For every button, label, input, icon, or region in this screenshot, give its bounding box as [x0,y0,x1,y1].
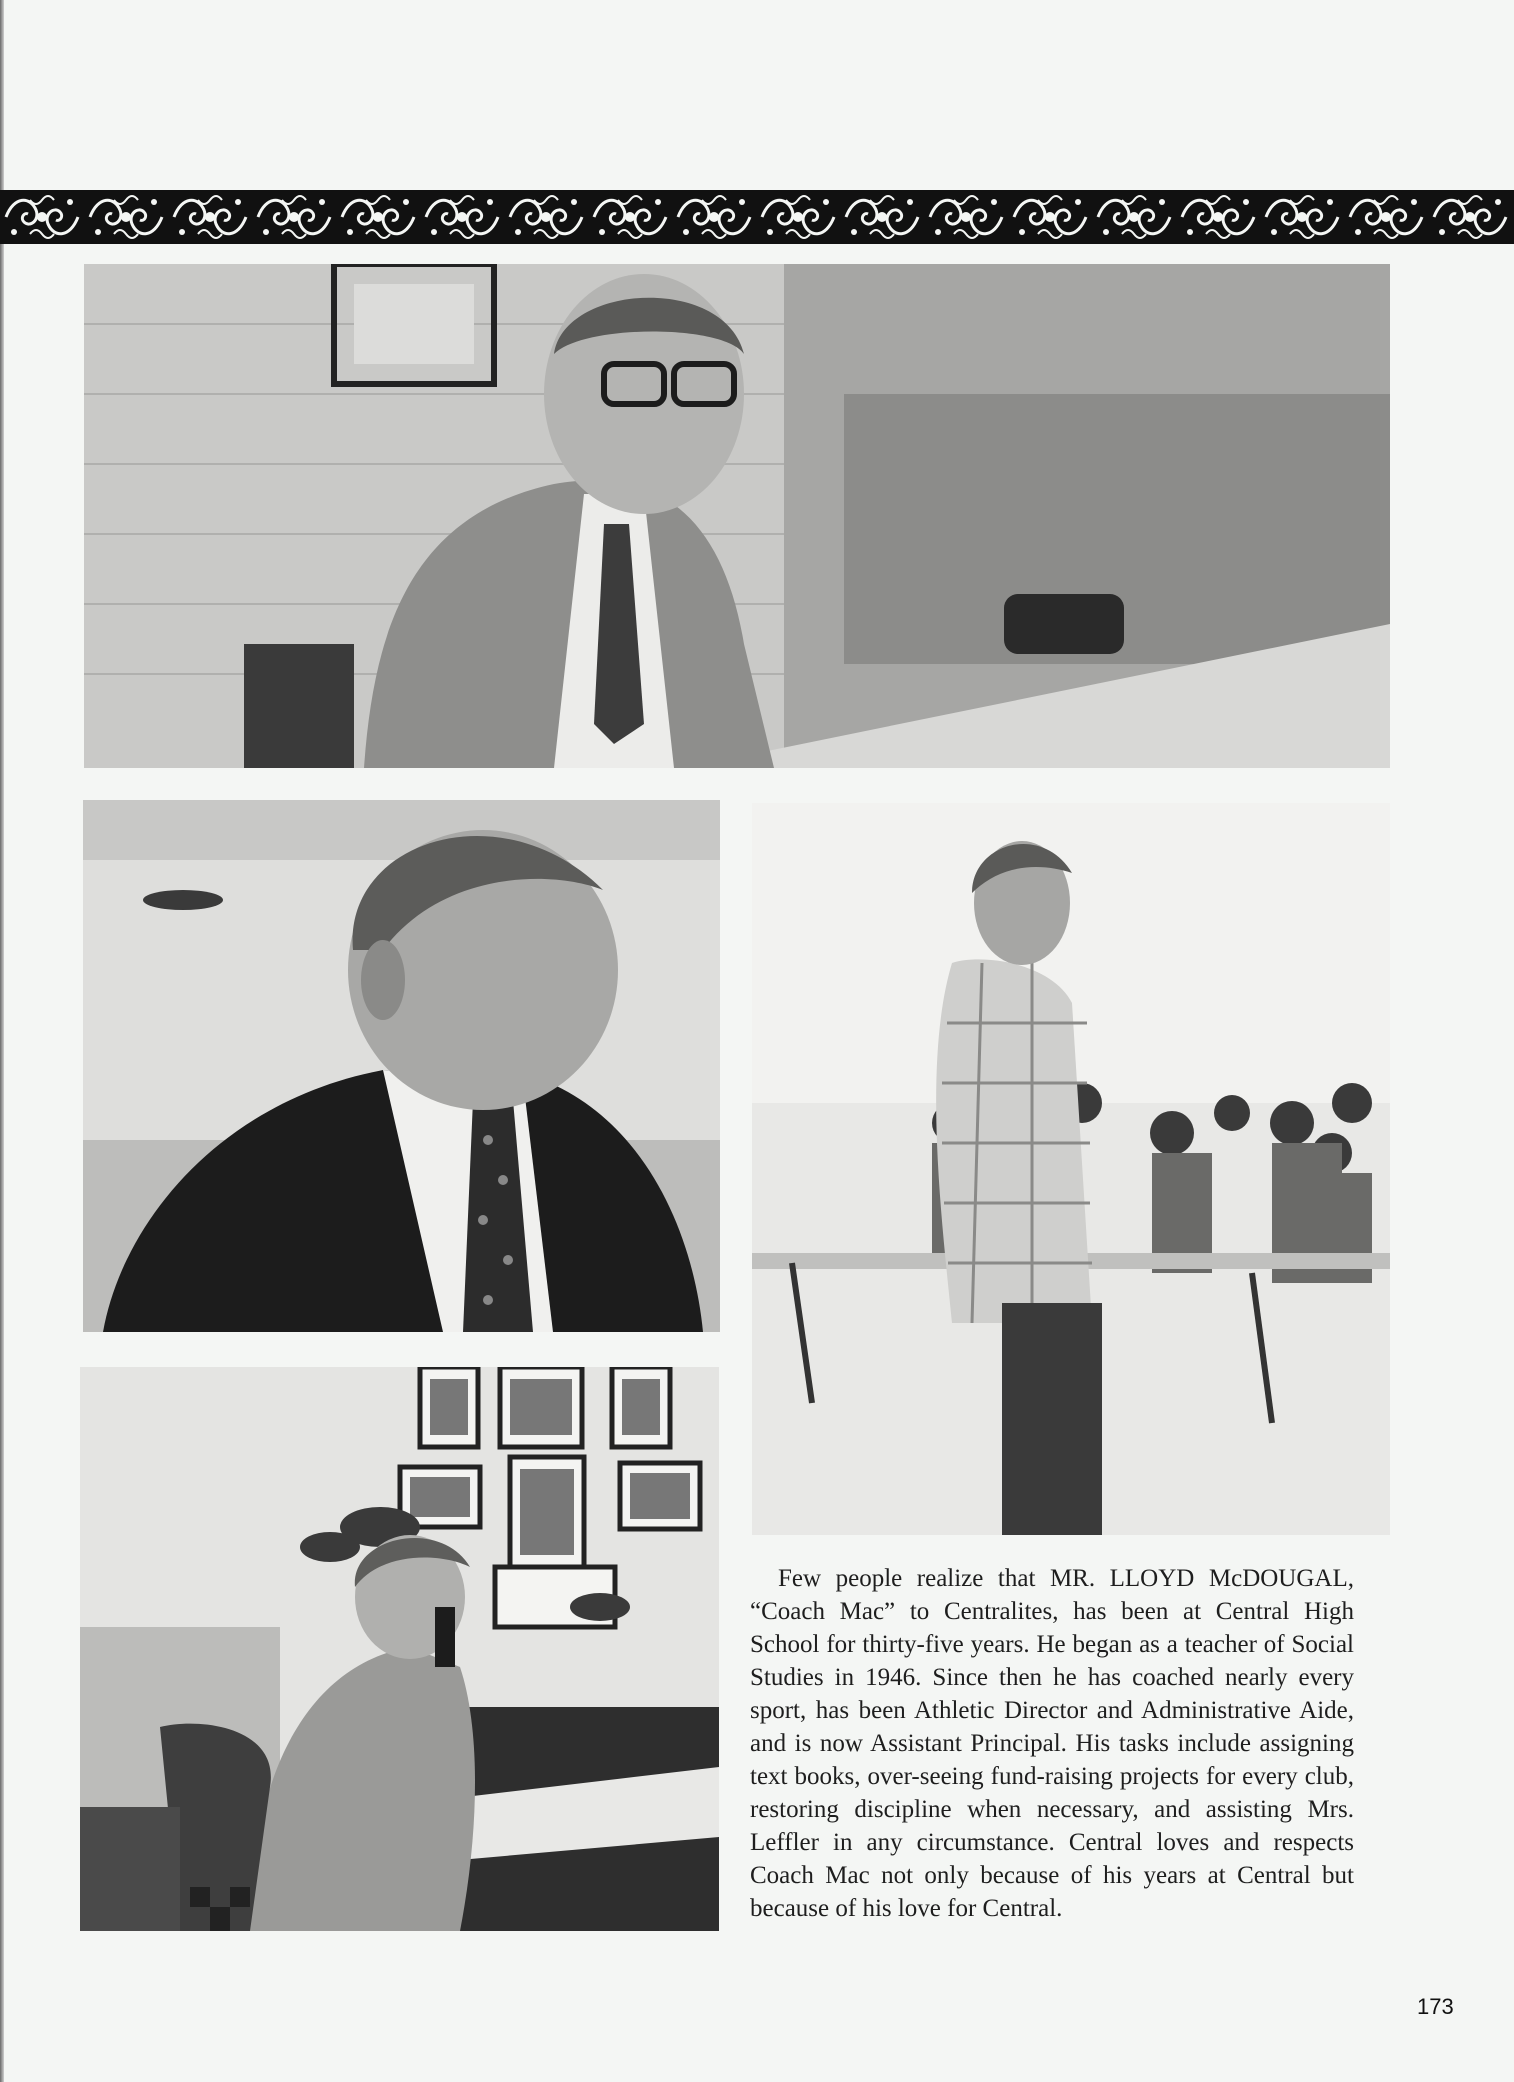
article-caption: Few people realize that MR. LLOYD McDOUGAL, “Coach Mac” to Centralites, has been at Central High School for thirty-five years. He began as a teacher of Social Studies in 1946. Since then he has coached nearly every sport, has been Athletic Director and Administrative Aide, and is now Assistant Principal. His tasks include assigning text books, over-seeing fund-raising projects for every club, restoring discipline when necessary, and assisting Mrs. Leffler in any circumstance. Central loves and respects Coach Mac not only because of his years at Central but because of his love for Central. [750,1565,1354,1922]
photo-man-at-desk [84,264,1390,768]
page-binding-edge [0,0,4,2082]
ornamental-border [0,190,1514,244]
photo-man-in-cafeteria [752,803,1390,1535]
photo-man-on-telephone [80,1367,719,1931]
page-number: 173 [1417,1994,1454,2019]
photo-portrait-dark-suit [83,800,720,1332]
